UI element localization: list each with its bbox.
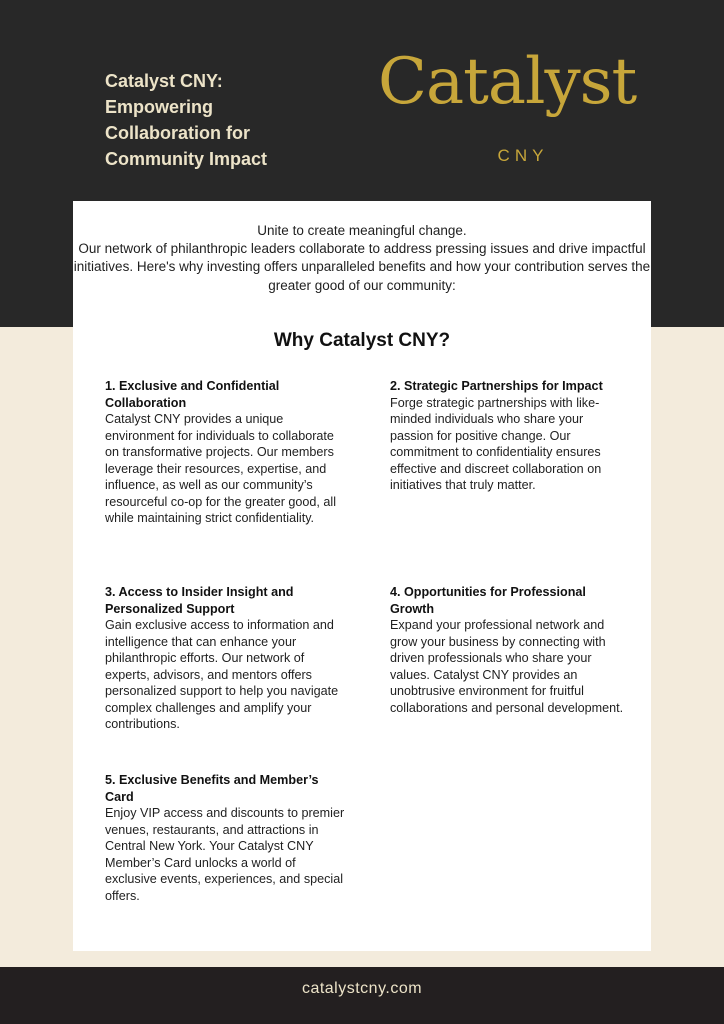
title-line: Catalyst CNY: [105,71,223,91]
benefit-body: Gain exclusive access to information and intelligence that can enhance your philanthropic efforts. Our network of experts, advisors, and mentors offers personalized support to help you navigate complex challenges and amplify your contributions. [105,618,339,731]
benefit-body: Enjoy VIP access and discounts to premier venues, restaurants, and attractions in Central New York. Your Catalyst CNY Member’s Card unlocks a world of exclusive events, experiences, and special offers. [105,806,345,903]
logo-subtitle: CNY [497,146,549,165]
section-heading: Why Catalyst CNY? [273,330,451,351]
benefit-item [105,772,345,904]
benefit-item [390,378,630,494]
benefit-item [105,584,345,733]
logo-wordmark: Catalyst [378,45,637,119]
benefit-body: Forge strategic partnerships with like-minded individuals who share your passion for positive change. Our commitment to confidentiality ensures effective and discreet collaboration on initiatives that truly matter. [390,395,602,492]
benefit-item [390,584,630,716]
intro-body: Our network of philanthropic leaders collaborate to address pressing issues and drive impactful initiatives. Here's why investing offers unparalleled benefits and how your contribution serves the greater good of our community: [73,241,651,293]
intro [73,222,651,295]
content-card [73,201,651,951]
benefit-title: 2. Strategic Partnerships for Impact [390,379,603,393]
title-line: Collaboration for [105,123,250,143]
footer-website-link[interactable]: catalystcny.com [301,980,423,997]
title-line: Community Impact [105,149,268,169]
title-line: Empowering [105,97,214,117]
intro-lead: Unite to create meaningful change. [257,223,467,238]
page-title [105,68,325,172]
benefit-title: 3. Access to Insider Insight and Personalized Support [105,585,294,616]
benefit-title: 1. Exclusive and Confidential Collaboration [105,379,280,410]
benefit-title: 4. Opportunities for Professional Growth [390,585,586,616]
benefit-title: 5. Exclusive Benefits and Member’s Card [105,773,319,804]
benefit-item [105,378,345,527]
benefit-body: Catalyst CNY provides a unique environment for individuals to collaborate on transformative projects. Our members leverage their resources, expertise, and influence, as well as our community’s resourceful co-op for the greater good, all while maintaining strict confidentiality. [105,412,337,525]
benefit-body: Expand your professional network and grow your business by connecting with driven professionals who share your values. Catalyst CNY provides an unobtrusive environment for fruitful collaborations and personal development. [390,618,624,715]
